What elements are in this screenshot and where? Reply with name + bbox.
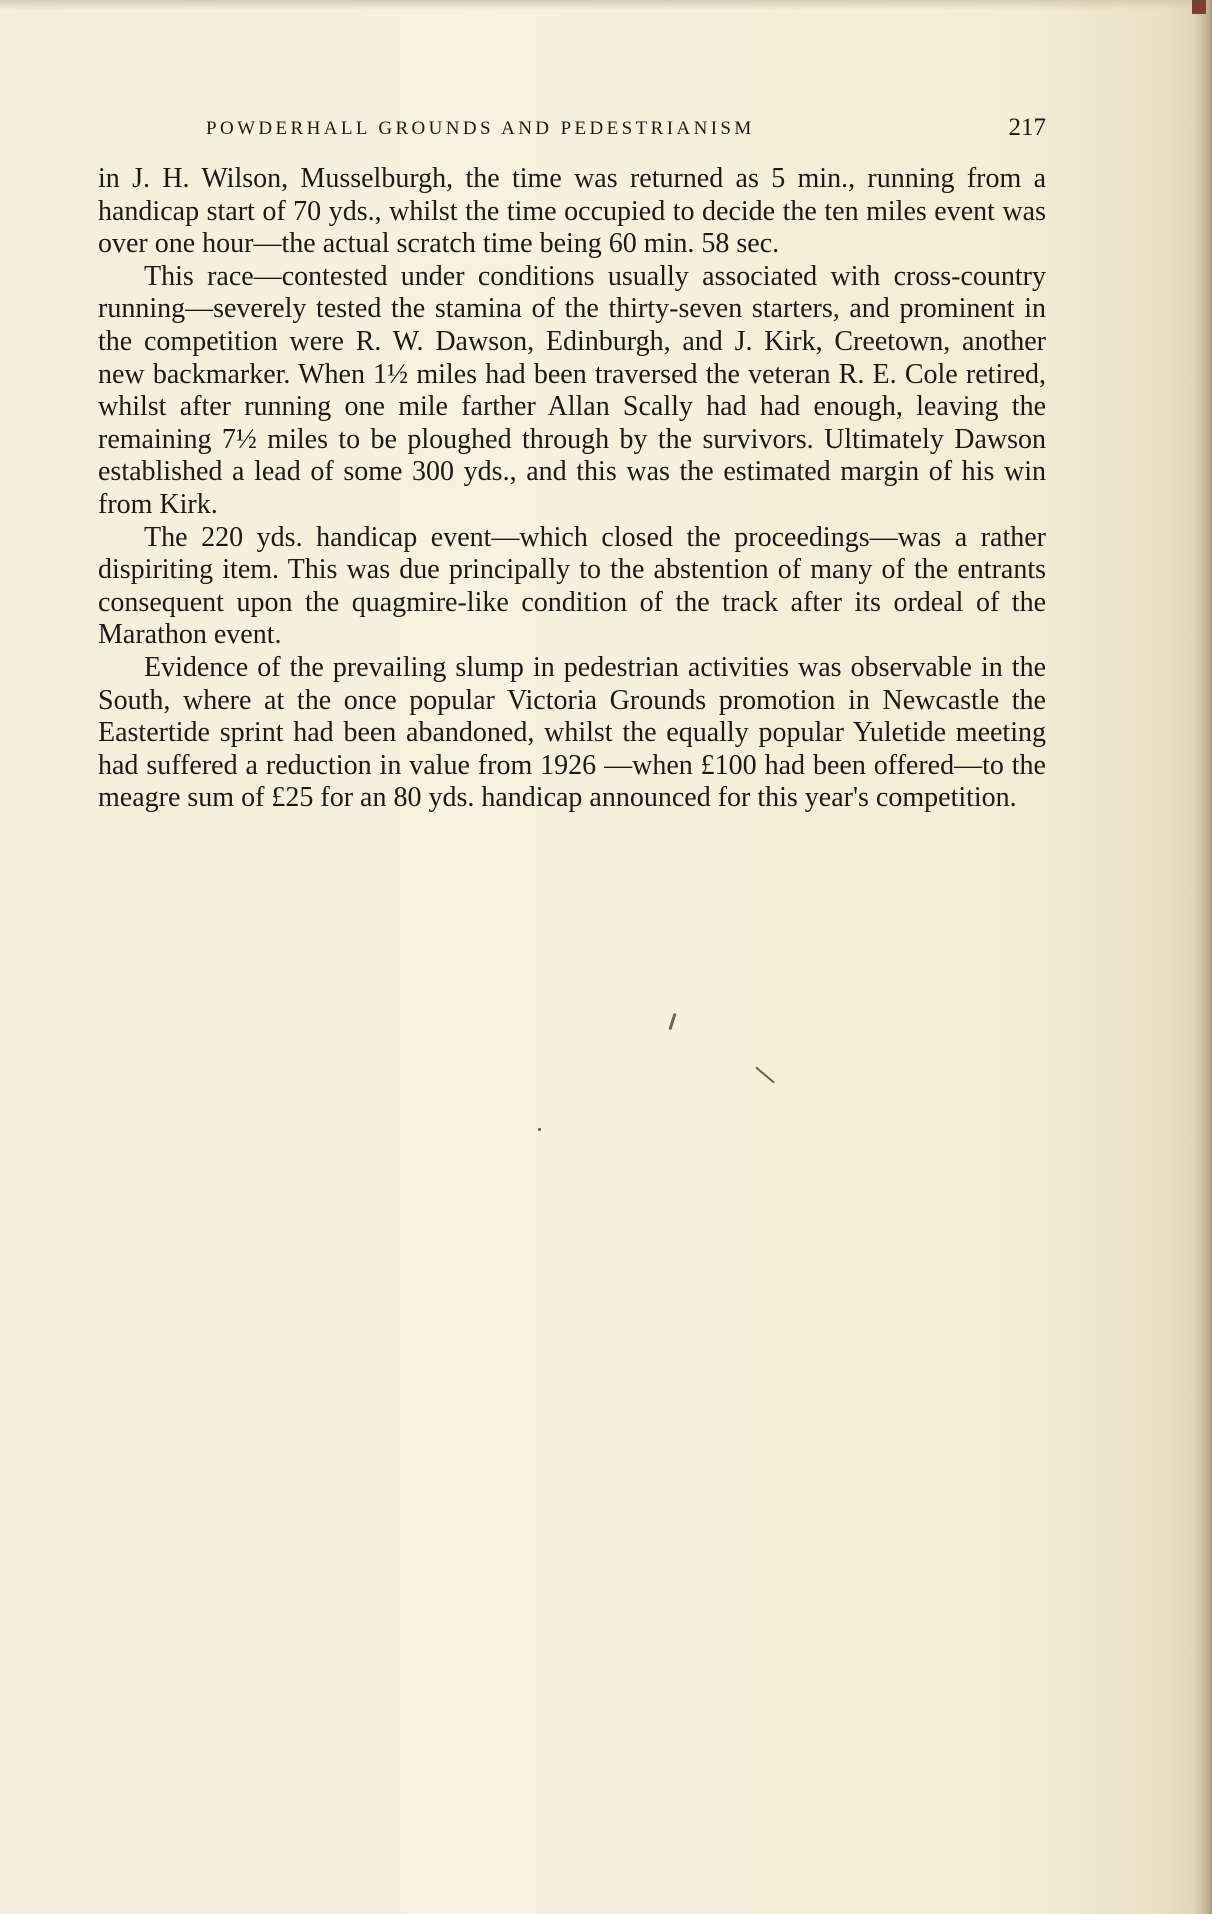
paragraph-3: The 220 yds. handicap event—which closed the proceedings—was a rather dispiriting item. This was due principally to the abstention of many of the entrants consequent upon the quagmire-like condition of the track after its ordeal of the Marathon event. xyxy=(98,521,1046,651)
paper-fleck xyxy=(755,1067,775,1084)
page-number: 217 xyxy=(1008,114,1046,141)
page-top-shadow xyxy=(0,0,1212,10)
paragraph-4: Evidence of the prevailing slump in pedestrian activities was observable in the South, where at the once popular Victoria Grounds promotion in Newcastle the Eastertide sprint had been abandoned, whilst the equally popular Yuletide meeting had suffered a reduction in value from 1926 —when £100 had been offered—to the meagre sum of £25 for an 80 yds. handicap announced for this year's competition. xyxy=(98,651,1046,814)
paper-fleck xyxy=(538,1128,541,1131)
page-header xyxy=(98,114,1046,150)
cover-corner xyxy=(1192,0,1206,14)
running-head: POWDERHALL GROUNDS AND PEDESTRIANISM xyxy=(206,118,755,139)
page-edge-shadow xyxy=(1194,0,1212,1914)
paragraph-1: in J. H. Wilson, Musselburgh, the time was returned as 5 min., running from a handicap start of 70 yds., whilst the time occupied to decide the ten miles event was over one hour—the actual scratch time being 60 min. 58 sec. xyxy=(98,163,1046,260)
paper-fleck xyxy=(668,1013,676,1030)
paragraph-2: This race—contested under conditions usually associated with cross-country running—severely tested the stamina of the thirty-seven starters, and prominent in the competition were R. W. Dawson, Edinburgh, and J. Kirk, Creetown, another new backmarker. When 1½ miles had been traversed the veteran R. E. Cole retired, whilst after running one mile farther Allan Scally had had enough, leaving the remaining 7½ miles to be ploughed through by the survivors. Ultimately Dawson established a lead of some 300 yds., and this was the estimated margin of his win from Kirk. xyxy=(98,260,1046,520)
body-text xyxy=(98,163,1046,815)
